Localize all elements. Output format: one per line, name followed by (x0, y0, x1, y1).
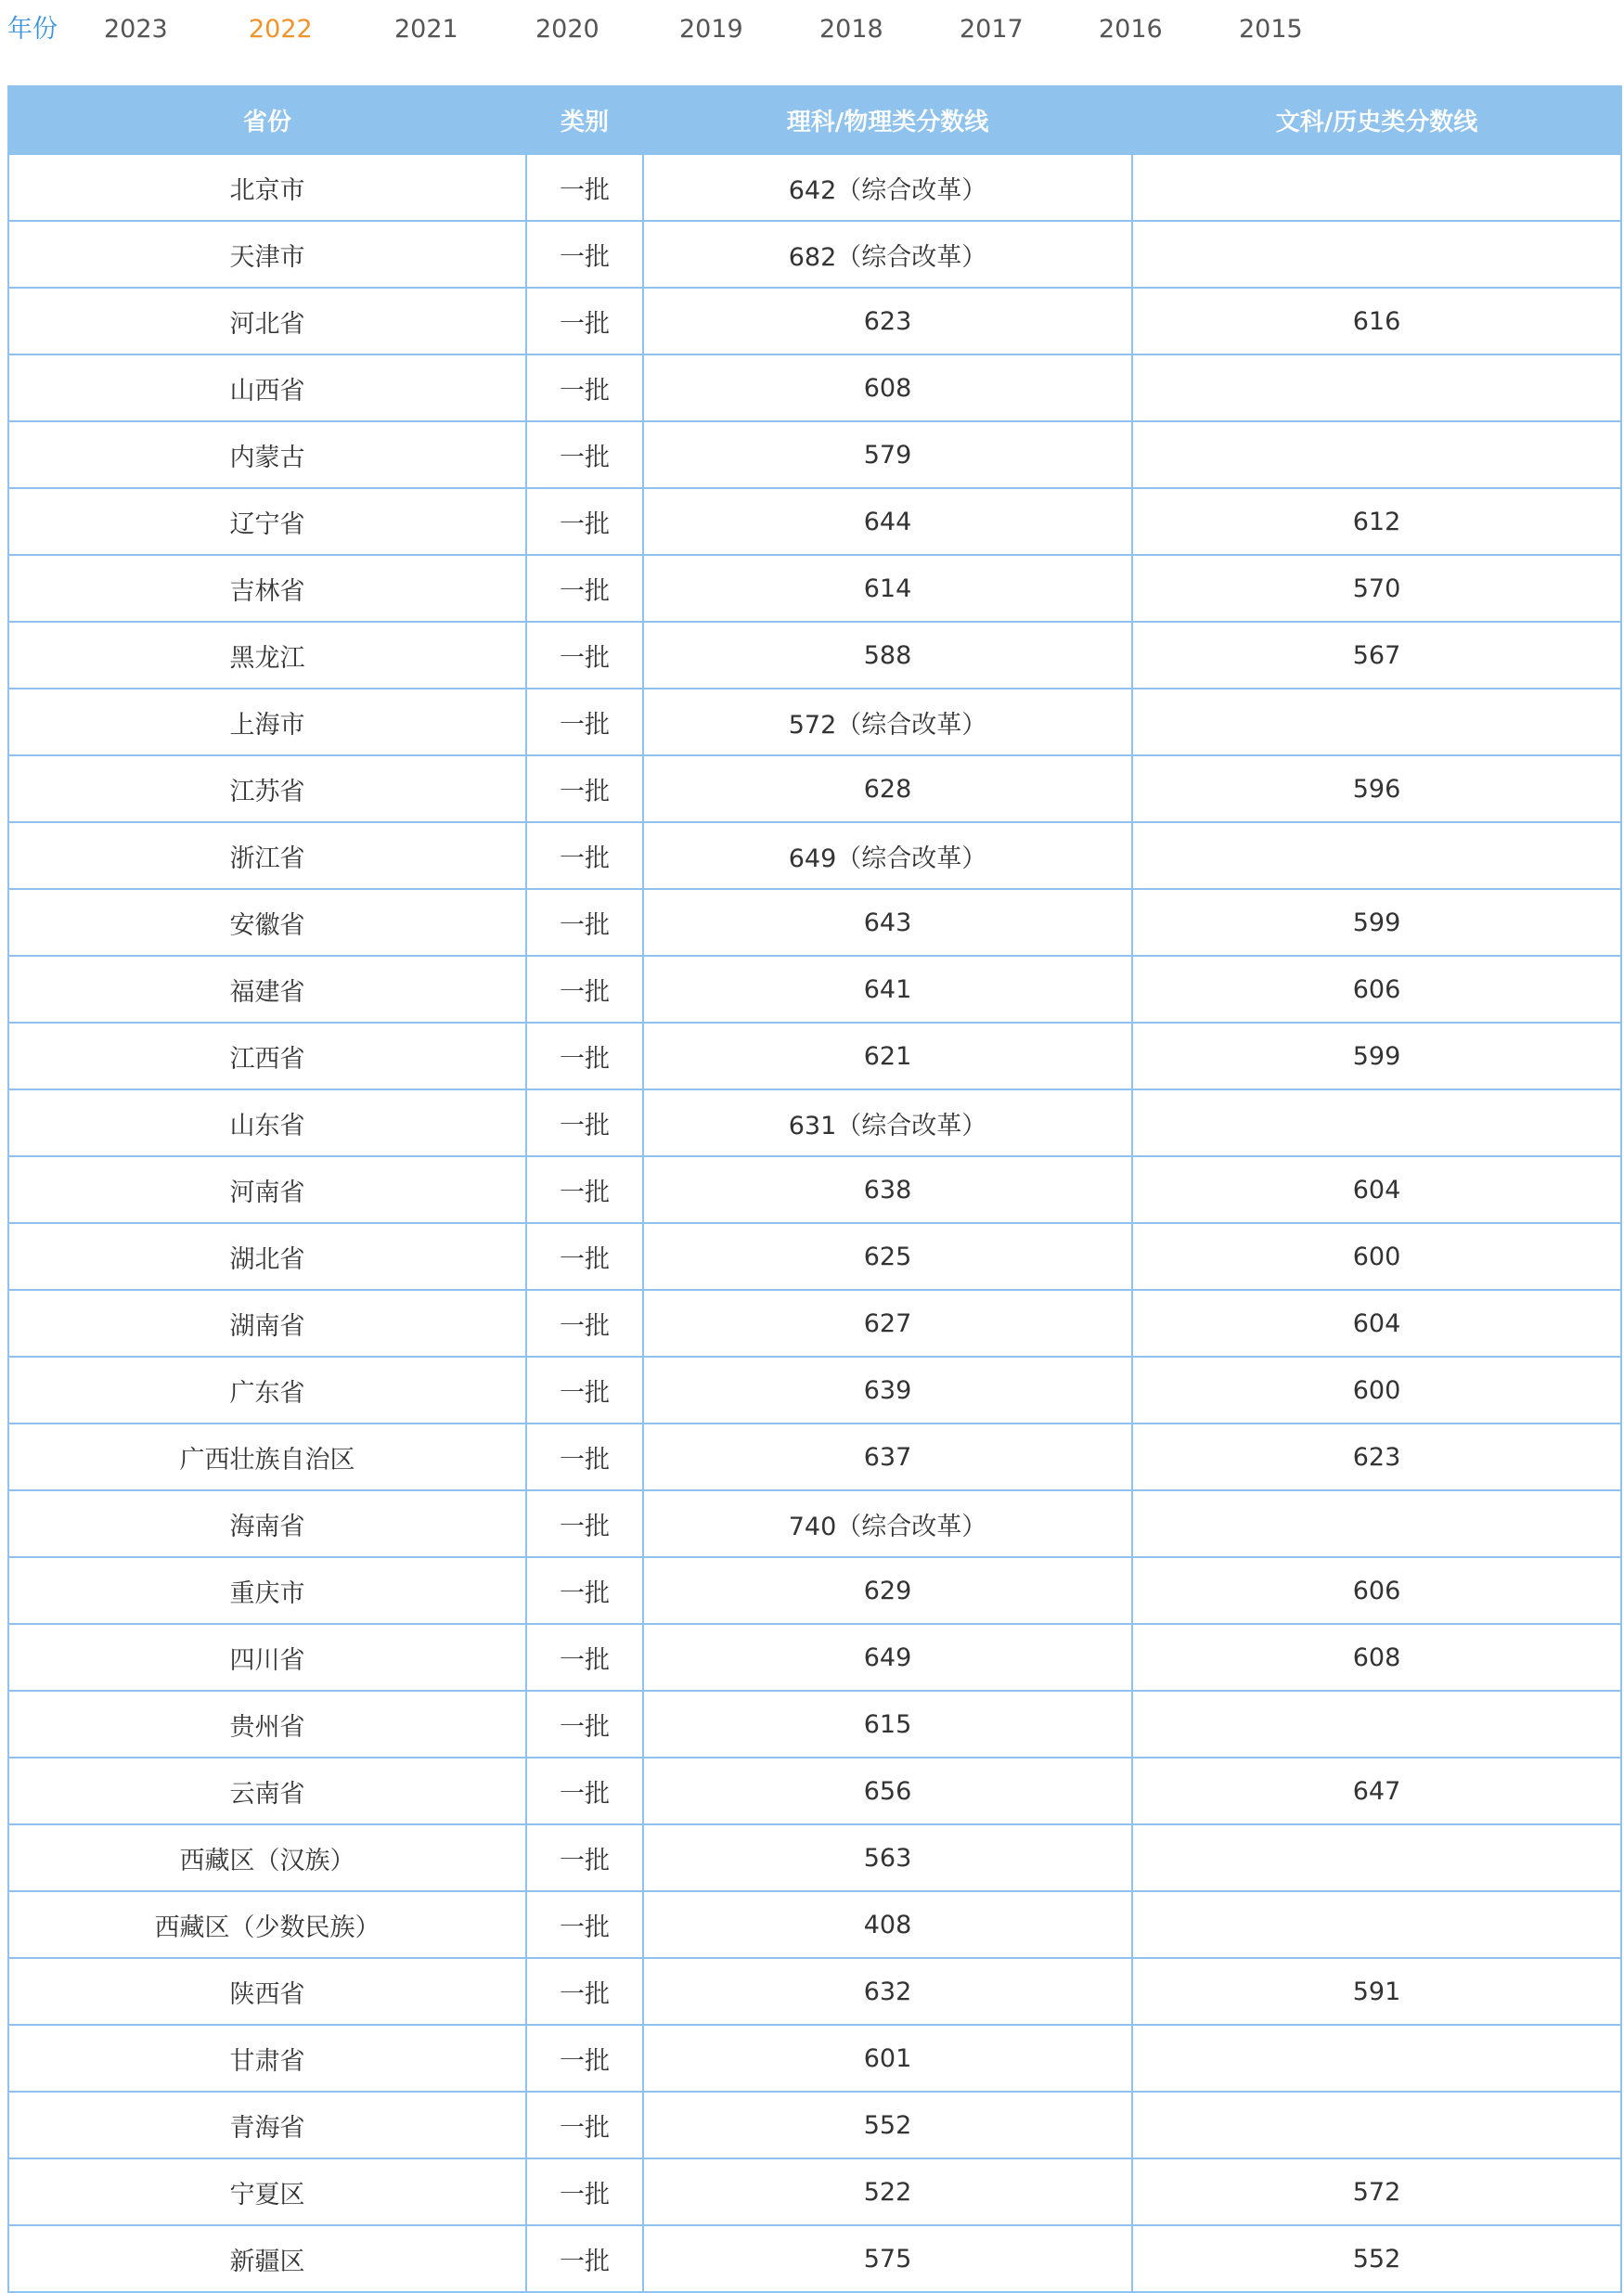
science-score-cell: 642（综合改革） (643, 154, 1132, 221)
arts-score-cell: 599 (1132, 1023, 1621, 1089)
science-score-cell: 641 (643, 956, 1132, 1023)
science-score-cell: 627 (643, 1290, 1132, 1357)
science-score-cell: 644 (643, 488, 1132, 555)
province-cell: 青海省 (8, 2092, 526, 2158)
arts-score-cell (1132, 1490, 1621, 1557)
science-score-cell: 625 (643, 1223, 1132, 1290)
table-row (8, 1023, 1621, 1089)
science-score-cell: 572（综合改革） (643, 689, 1132, 755)
arts-score-cell: 600 (1132, 1357, 1621, 1423)
category-cell: 一批 (526, 1691, 643, 1758)
province-cell: 山西省 (8, 354, 526, 421)
category-cell: 一批 (526, 1156, 643, 1223)
science-score-cell: 628 (643, 755, 1132, 822)
science-score-cell: 637 (643, 1423, 1132, 1490)
category-cell: 一批 (526, 1423, 643, 1490)
province-cell: 江西省 (8, 1023, 526, 1089)
year-tab-2015[interactable]: 2015 (1239, 15, 1303, 44)
arts-score-cell: 606 (1132, 956, 1621, 1023)
table-row (8, 1423, 1621, 1490)
table-row (8, 488, 1621, 555)
admission-score-table (7, 85, 1622, 2293)
science-score-cell: 601 (643, 2025, 1132, 2092)
category-cell: 一批 (526, 1357, 643, 1423)
science-score-cell: 682（综合改革） (643, 221, 1132, 288)
table-row (8, 1089, 1621, 1156)
table-row (8, 354, 1621, 421)
arts-score-cell (1132, 421, 1621, 488)
table-row (8, 288, 1621, 354)
science-score-cell: 643 (643, 889, 1132, 956)
science-score-cell: 579 (643, 421, 1132, 488)
arts-score-cell: 608 (1132, 1624, 1621, 1691)
province-cell: 北京市 (8, 154, 526, 221)
arts-score-cell: 600 (1132, 1223, 1621, 1290)
table-row (8, 555, 1621, 622)
category-cell: 一批 (526, 221, 643, 288)
province-cell: 吉林省 (8, 555, 526, 622)
table-body (8, 154, 1621, 2292)
science-score-cell: 522 (643, 2158, 1132, 2225)
year-filter-label: 年份 (7, 15, 58, 44)
year-tab-2020[interactable]: 2020 (535, 15, 599, 44)
category-cell: 一批 (526, 1223, 643, 1290)
table-row (8, 822, 1621, 889)
table-row (8, 2225, 1621, 2292)
year-tab-2017[interactable]: 2017 (960, 15, 1024, 44)
arts-score-cell (1132, 1089, 1621, 1156)
category-cell: 一批 (526, 1891, 643, 1958)
table-row (8, 1958, 1621, 2025)
category-cell: 一批 (526, 889, 643, 956)
header-category: 类别 (526, 86, 643, 154)
science-score-cell: 615 (643, 1691, 1132, 1758)
category-cell: 一批 (526, 2025, 643, 2092)
arts-score-cell: 604 (1132, 1156, 1621, 1223)
province-cell: 陕西省 (8, 1958, 526, 2025)
province-cell: 湖南省 (8, 1290, 526, 1357)
table-header (8, 86, 1621, 154)
province-cell: 贵州省 (8, 1691, 526, 1758)
category-cell: 一批 (526, 956, 643, 1023)
province-cell: 四川省 (8, 1624, 526, 1691)
year-filter-bar (0, 0, 1624, 59)
table-row (8, 1891, 1621, 1958)
category-cell: 一批 (526, 1624, 643, 1691)
province-cell: 海南省 (8, 1490, 526, 1557)
province-cell: 宁夏区 (8, 2158, 526, 2225)
year-tab-2023[interactable]: 2023 (104, 15, 168, 44)
science-score-cell: 639 (643, 1357, 1132, 1423)
table-row (8, 956, 1621, 1023)
province-cell: 广西壮族自治区 (8, 1423, 526, 1490)
science-score-cell: 638 (643, 1156, 1132, 1223)
arts-score-cell: 623 (1132, 1423, 1621, 1490)
province-cell: 辽宁省 (8, 488, 526, 555)
table-row (8, 1357, 1621, 1423)
province-cell: 安徽省 (8, 889, 526, 956)
province-cell: 云南省 (8, 1758, 526, 1824)
arts-score-cell: 612 (1132, 488, 1621, 555)
table-row (8, 221, 1621, 288)
table-row (8, 154, 1621, 221)
category-cell: 一批 (526, 488, 643, 555)
science-score-cell: 563 (643, 1824, 1132, 1891)
province-cell: 江苏省 (8, 755, 526, 822)
province-cell: 山东省 (8, 1089, 526, 1156)
category-cell: 一批 (526, 154, 643, 221)
science-score-cell: 649 (643, 1624, 1132, 1691)
province-cell: 上海市 (8, 689, 526, 755)
province-cell: 重庆市 (8, 1557, 526, 1624)
science-score-cell: 408 (643, 1891, 1132, 1958)
province-cell: 内蒙古 (8, 421, 526, 488)
arts-score-cell: 591 (1132, 1958, 1621, 2025)
table-header-row (8, 86, 1621, 154)
category-cell: 一批 (526, 421, 643, 488)
category-cell: 一批 (526, 354, 643, 421)
category-cell: 一批 (526, 2092, 643, 2158)
arts-score-cell: 647 (1132, 1758, 1621, 1824)
arts-score-cell: 599 (1132, 889, 1621, 956)
category-cell: 一批 (526, 689, 643, 755)
province-cell: 西藏区（汉族） (8, 1824, 526, 1891)
table-row (8, 2092, 1621, 2158)
science-score-cell: 552 (643, 2092, 1132, 2158)
science-score-cell: 588 (643, 622, 1132, 689)
arts-score-cell: 552 (1132, 2225, 1621, 2292)
province-cell: 天津市 (8, 221, 526, 288)
province-cell: 黑龙江 (8, 622, 526, 689)
category-cell: 一批 (526, 2225, 643, 2292)
arts-score-cell (1132, 689, 1621, 755)
arts-score-cell: 604 (1132, 1290, 1621, 1357)
arts-score-cell: 606 (1132, 1557, 1621, 1624)
science-score-cell: 656 (643, 1758, 1132, 1824)
category-cell: 一批 (526, 755, 643, 822)
science-score-cell: 629 (643, 1557, 1132, 1624)
table-row (8, 1290, 1621, 1357)
category-cell: 一批 (526, 2158, 643, 2225)
province-cell: 浙江省 (8, 822, 526, 889)
arts-score-cell (1132, 1891, 1621, 1958)
category-cell: 一批 (526, 1958, 643, 2025)
category-cell: 一批 (526, 1824, 643, 1891)
table-row (8, 755, 1621, 822)
province-cell: 广东省 (8, 1357, 526, 1423)
category-cell: 一批 (526, 288, 643, 354)
arts-score-cell (1132, 154, 1621, 221)
table-row (8, 421, 1621, 488)
science-score-cell: 623 (643, 288, 1132, 354)
arts-score-cell (1132, 2092, 1621, 2158)
science-score-cell: 608 (643, 354, 1132, 421)
science-score-cell: 614 (643, 555, 1132, 622)
arts-score-cell: 570 (1132, 555, 1621, 622)
science-score-cell: 631（综合改革） (643, 1089, 1132, 1156)
header-province: 省份 (8, 86, 526, 154)
table-row (8, 689, 1621, 755)
science-score-cell: 649（综合改革） (643, 822, 1132, 889)
science-score-cell: 632 (643, 1958, 1132, 2025)
table-row (8, 1490, 1621, 1557)
category-cell: 一批 (526, 822, 643, 889)
province-cell: 甘肃省 (8, 2025, 526, 2092)
category-cell: 一批 (526, 1089, 643, 1156)
category-cell: 一批 (526, 555, 643, 622)
table-row (8, 2025, 1621, 2092)
table-row (8, 1691, 1621, 1758)
science-score-cell: 621 (643, 1023, 1132, 1089)
arts-score-cell (1132, 2025, 1621, 2092)
province-cell: 新疆区 (8, 2225, 526, 2292)
category-cell: 一批 (526, 1557, 643, 1624)
arts-score-cell (1132, 822, 1621, 889)
table-row (8, 1624, 1621, 1691)
year-tab-2018[interactable]: 2018 (819, 15, 883, 44)
science-score-cell: 740（综合改革） (643, 1490, 1132, 1557)
header-science-score: 理科/物理类分数线 (643, 86, 1132, 154)
arts-score-cell (1132, 354, 1621, 421)
arts-score-cell: 596 (1132, 755, 1621, 822)
year-tab-2022[interactable]: 2022 (249, 15, 313, 44)
table-row (8, 1758, 1621, 1824)
arts-score-cell (1132, 1691, 1621, 1758)
table-row (8, 889, 1621, 956)
province-cell: 湖北省 (8, 1223, 526, 1290)
table-row (8, 2158, 1621, 2225)
province-cell: 河北省 (8, 288, 526, 354)
header-arts-score: 文科/历史类分数线 (1132, 86, 1621, 154)
science-score-cell: 575 (643, 2225, 1132, 2292)
table-row (8, 1557, 1621, 1624)
province-cell: 河南省 (8, 1156, 526, 1223)
category-cell: 一批 (526, 1758, 643, 1824)
province-cell: 西藏区（少数民族） (8, 1891, 526, 1958)
table-row (8, 1824, 1621, 1891)
arts-score-cell (1132, 1824, 1621, 1891)
arts-score-cell (1132, 221, 1621, 288)
category-cell: 一批 (526, 1023, 643, 1089)
year-tab-2016[interactable]: 2016 (1099, 15, 1163, 44)
arts-score-cell: 567 (1132, 622, 1621, 689)
arts-score-cell: 572 (1132, 2158, 1621, 2225)
category-cell: 一批 (526, 1490, 643, 1557)
table-row (8, 1156, 1621, 1223)
arts-score-cell: 616 (1132, 288, 1621, 354)
year-tab-2019[interactable]: 2019 (679, 15, 743, 44)
category-cell: 一批 (526, 1290, 643, 1357)
category-cell: 一批 (526, 622, 643, 689)
table-row (8, 622, 1621, 689)
table-row (8, 1223, 1621, 1290)
province-cell: 福建省 (8, 956, 526, 1023)
year-tab-2021[interactable]: 2021 (394, 15, 458, 44)
